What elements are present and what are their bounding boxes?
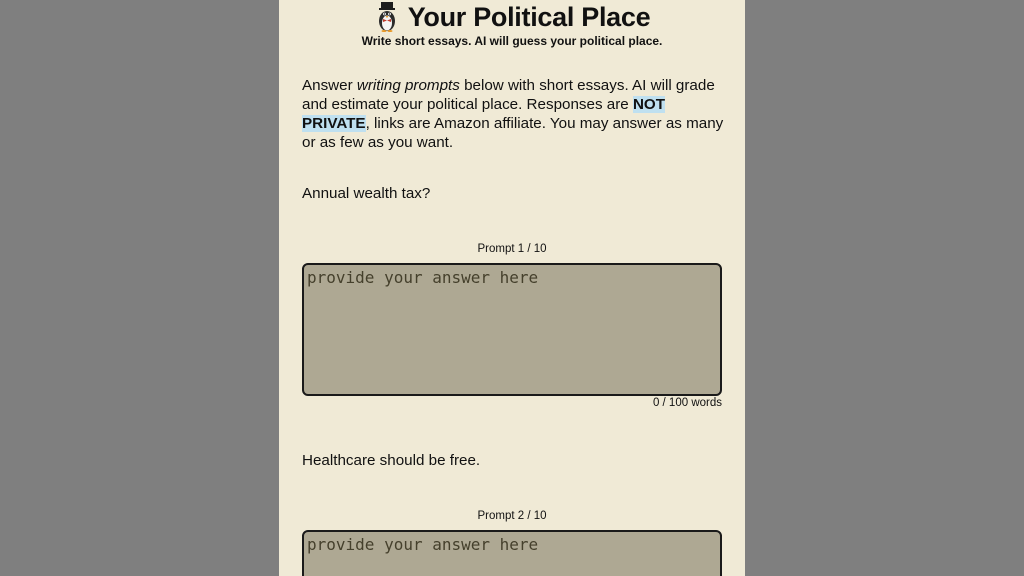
penguin-icon <box>374 2 400 32</box>
not-private-highlight: NOT PRIVATE <box>302 96 665 132</box>
prompt-1-question: Annual wealth tax? <box>302 185 431 202</box>
intro-text <box>302 76 727 152</box>
site-subtitle: Write short essays. AI will guess your political place. <box>361 34 663 48</box>
main-page <box>279 0 745 576</box>
prompt-1-answer-input[interactable] <box>302 263 722 396</box>
prompt-2-label: Prompt 2 / 10 <box>477 510 547 522</box>
prompt-2-answer-input[interactable] <box>302 530 722 576</box>
prompt-1-word-count: 0 / 100 words <box>652 397 722 409</box>
intro-part-2: below with short essays. AI will grade and estimate your political place. Responses are <box>302 77 715 113</box>
intro-part-1: Answer <box>302 77 357 94</box>
intro-emphasis: writing prompts <box>356 77 460 94</box>
site-title: Your Political Place <box>407 2 651 32</box>
site-header <box>279 2 745 48</box>
title-row <box>279 2 745 32</box>
prompt-2-question: Healthcare should be free. <box>302 452 481 469</box>
intro-part-3: , links are Amazon affiliate. You may answer as many or as few as you want. <box>302 115 724 151</box>
prompt-1-label: Prompt 1 / 10 <box>477 243 547 255</box>
